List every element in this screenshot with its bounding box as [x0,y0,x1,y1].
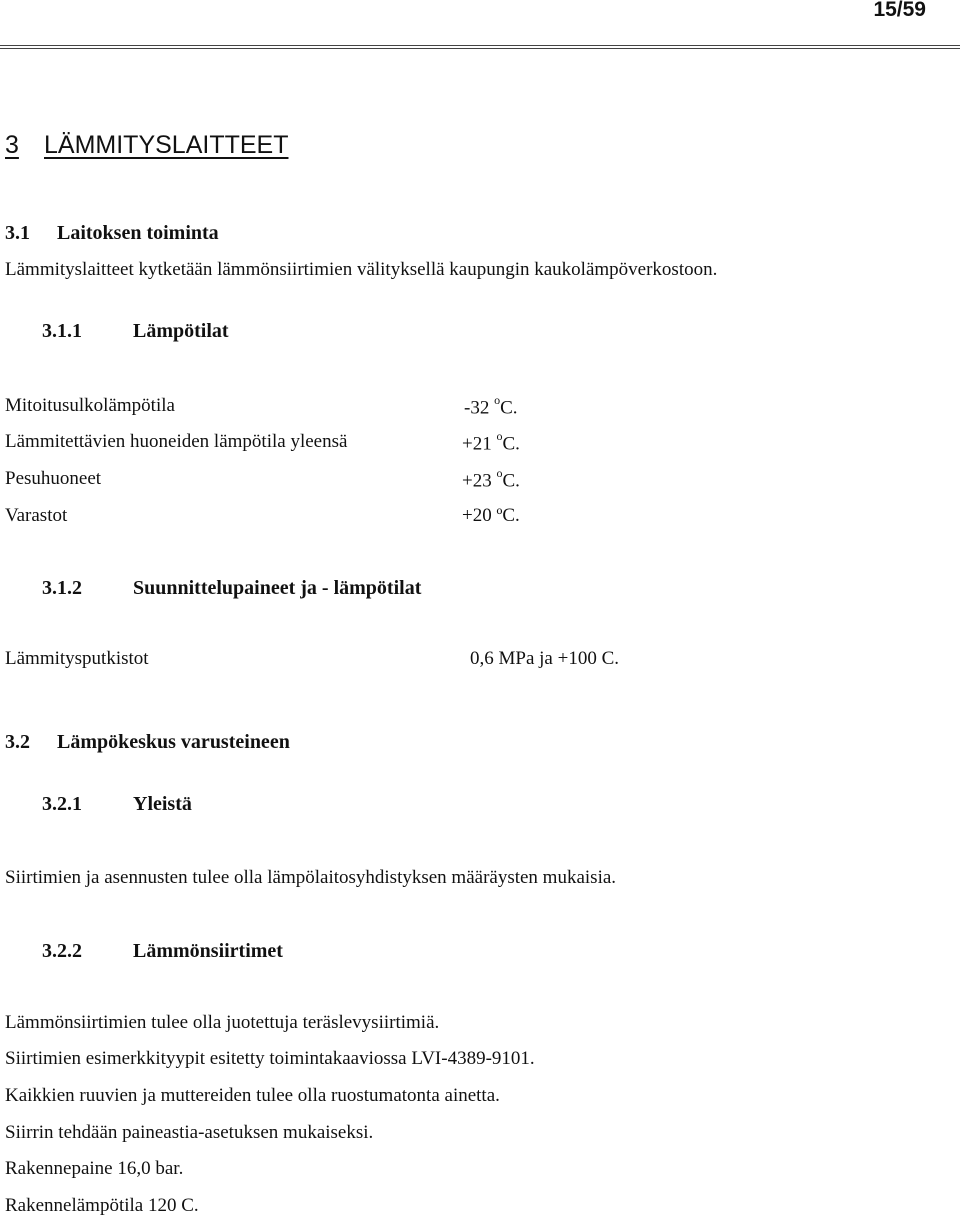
temp-row-label: Varastot [5,505,68,526]
body-line: Siirtimien esimerkkityypit esitetty toimintakaaviossa LVI-4389-9101. [5,1048,535,1069]
pressure-row-label: Lämmitysputkistot [5,648,149,669]
degree-symbol: o [494,393,501,407]
chapter-title: LÄMMITYSLAITTEET [44,131,289,159]
section-3-2-1-text: Siirtimien ja asennusten tulee olla lämpölaitosyhdistyksen määräysten mukaisia. [5,867,617,888]
temp-row-label: Lämmitettävien huoneiden lämpötila yleensä [5,431,348,452]
section-3-2-1-number: 3.2.1 [42,793,82,815]
section-3-1-title: Laitoksen toiminta [57,222,219,244]
section-3-1-number: 3.1 [5,222,30,244]
section-3-2-2-title: Lämmönsiirtimet [133,940,283,962]
temp-row-value: +20 ºC. [462,505,520,526]
body-line: Rakennepaine 16,0 bar. [5,1158,184,1179]
section-3-2-1-title: Yleistä [133,793,192,815]
body-line: Lämmönsiirtimien tulee olla juotettuja teräslevysiirtimiä. [5,1012,440,1033]
pressure-row-value: 0,6 MPa ja +100 C. [470,648,619,669]
degree-symbol: o [496,429,503,443]
section-3-1-2-number: 3.1.2 [42,577,82,599]
temp-row-label: Mitoitusulkolämpötila [5,395,175,416]
temp-row-value: +23 $^o$C. [462,466,520,492]
body-line: Siirrin tehdään paineastia-asetuksen mukaiseksi. [5,1122,374,1143]
header-rule [0,45,960,49]
temp-row-value: -32 $^o$C. [464,393,518,419]
section-3-2-number: 3.2 [5,731,30,753]
section-3-1-1-number: 3.1.1 [42,320,82,342]
section-3-2-title: Lämpökeskus varusteineen [57,731,290,753]
temp-row-label: Pesuhuoneet [5,468,102,489]
body-line: Rakennelämpötila 120 C. [5,1195,199,1216]
section-3-1-1-title: Lämpötilat [133,320,229,342]
body-line: Kaikkien ruuvien ja muttereiden tulee olla ruostumatonta ainetta. [5,1085,500,1106]
page-number: 15/59 [873,0,926,21]
section-3-1-2-title: Suunnittelupaineet ja - lämpötilat [133,577,422,599]
degree-symbol: o [496,466,503,480]
section-3-1-text: Lämmityslaitteet kytketään lämmönsiirtimien välityksellä kaupungin kaukolämpöverkostoon. [5,259,718,280]
chapter-number: 3 [5,131,19,159]
temp-row-value: +21 $^o$C. [462,429,520,455]
section-3-2-2-number: 3.2.2 [42,940,82,962]
